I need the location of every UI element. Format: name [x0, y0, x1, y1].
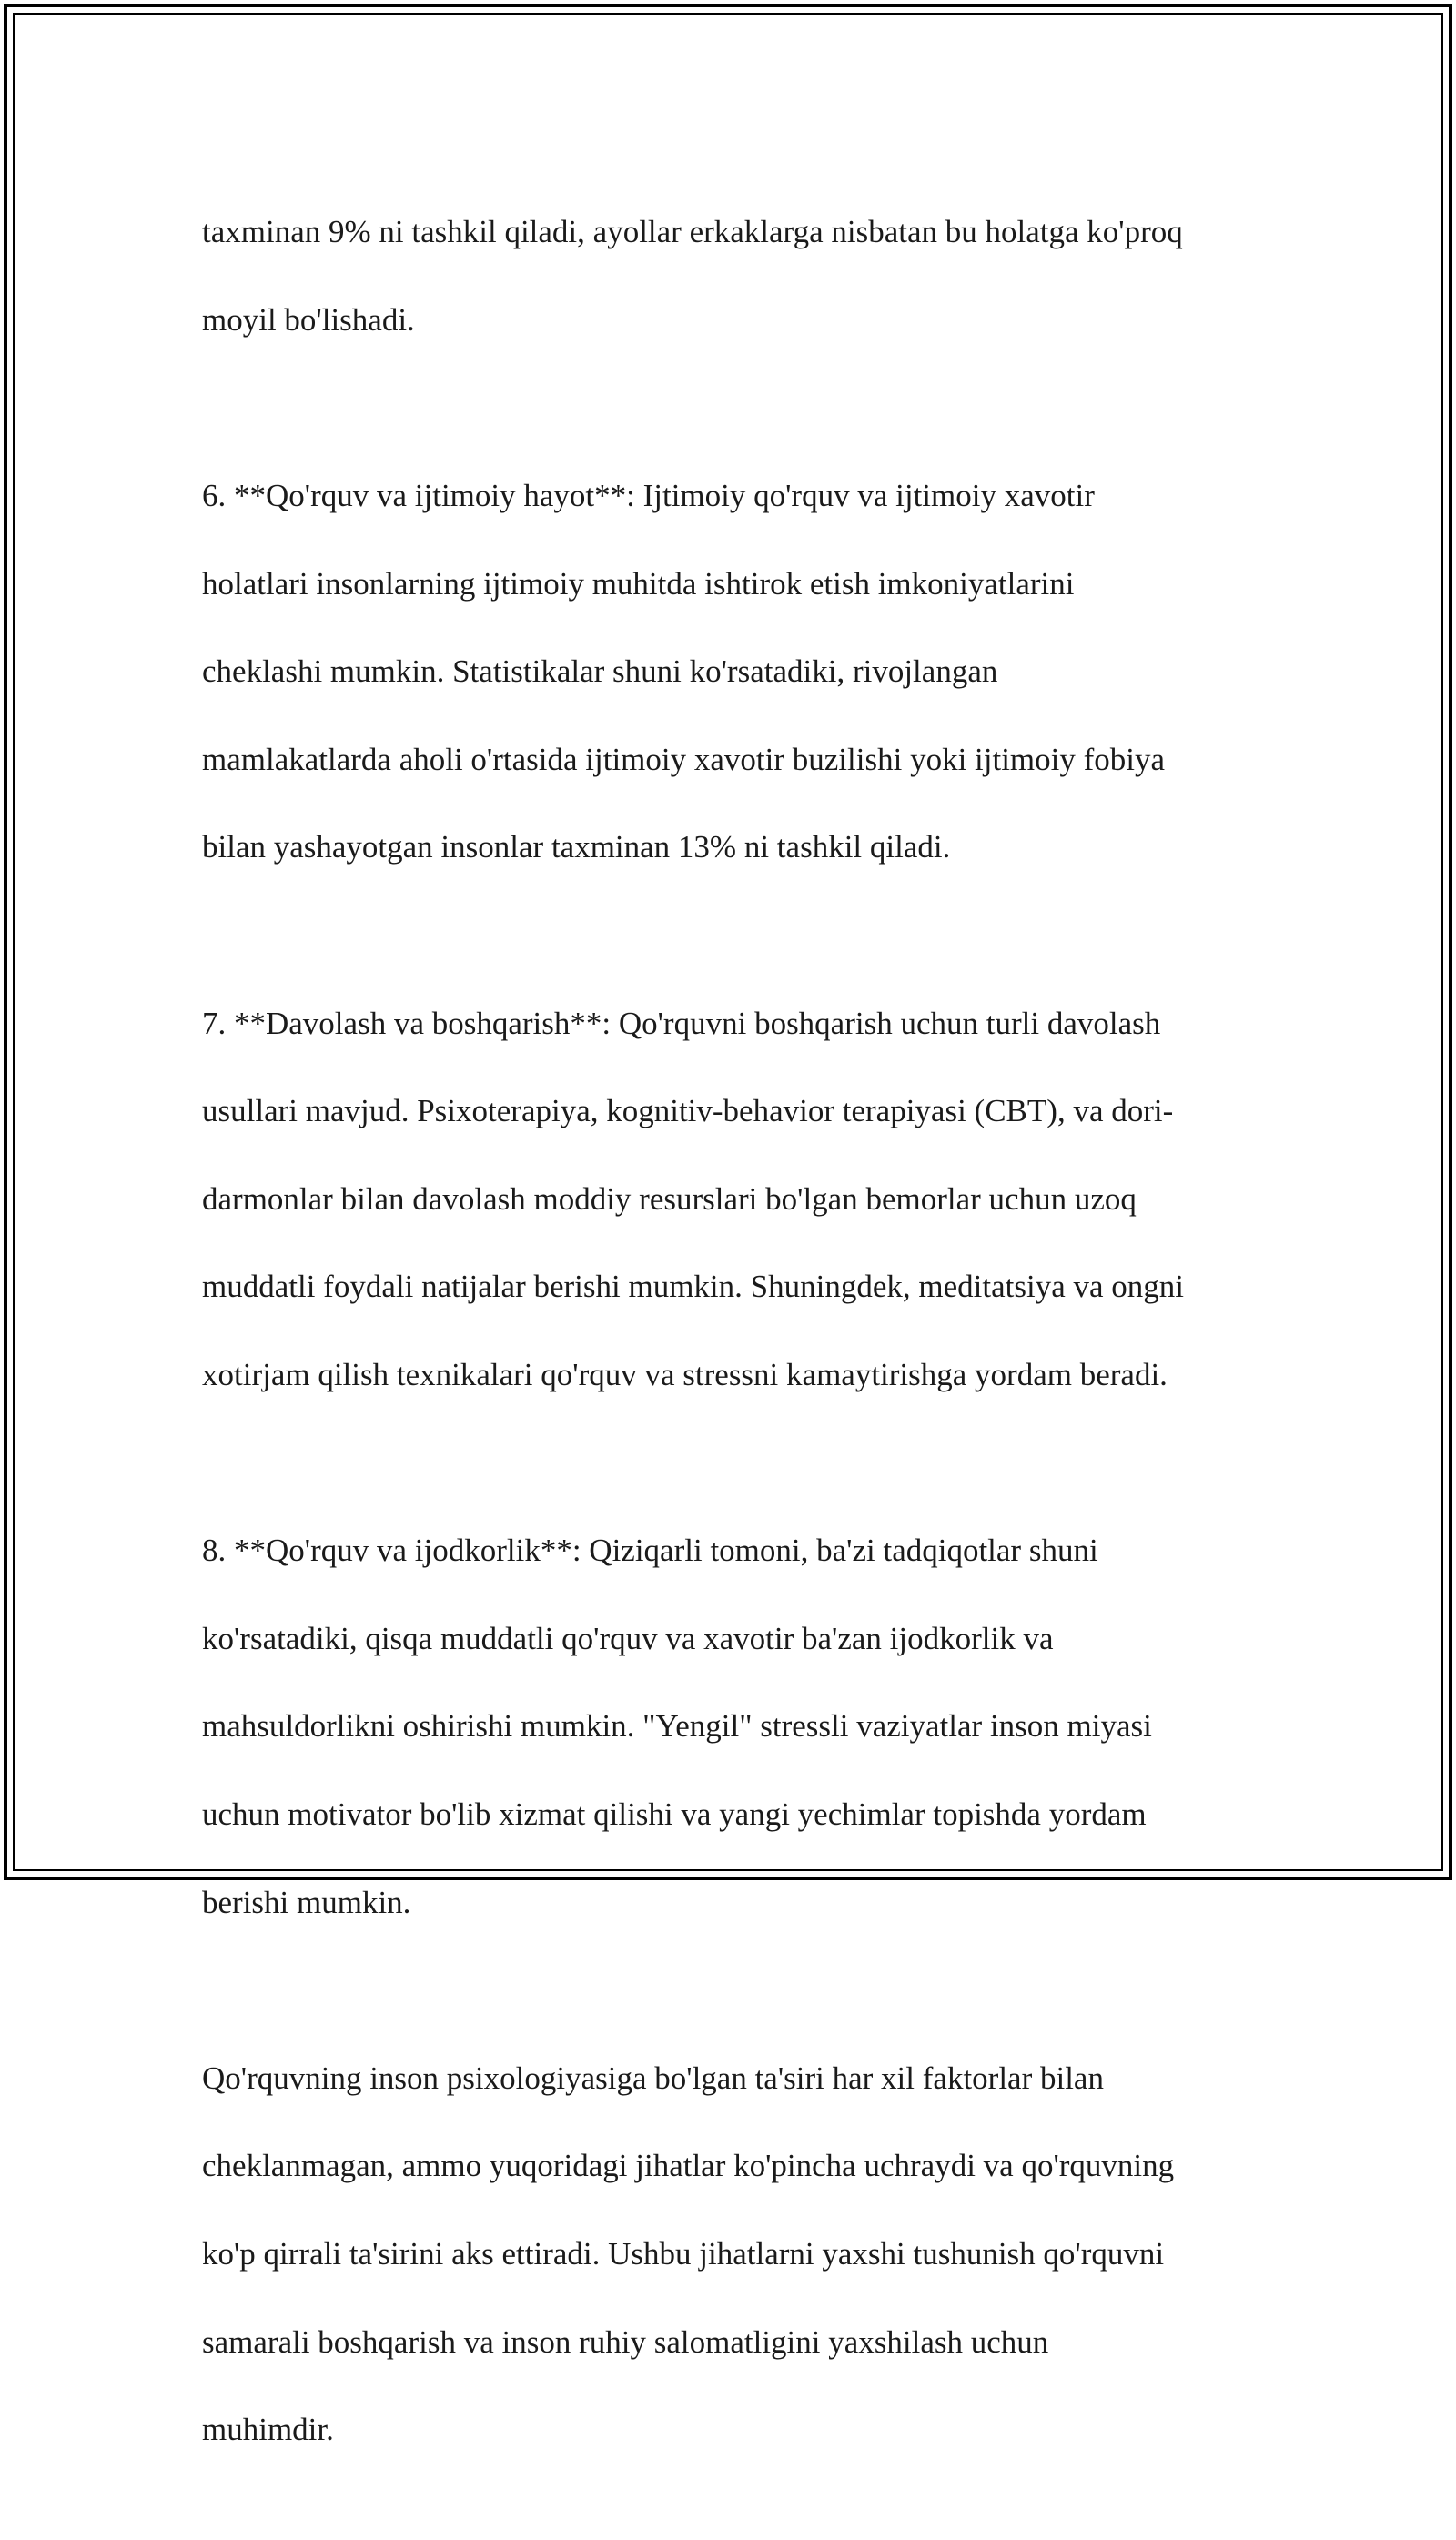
text-line: ko'p qirrali ta'sirini aks ettiradi. Ushbu jihatlarni yaxshi tushunish qo'rquvni	[202, 2235, 1165, 2272]
text-line: muddatli foydali natijalar berishi mumkin. Shuningdek, meditatsiya va ongni	[202, 1269, 1184, 1305]
text-line: darmonlar bilan davolash moddiy resurslari bo'lgan bemorlar uchun uzoq	[202, 1180, 1137, 1217]
text-line: mahsuldorlikni oshirishi mumkin. "Yengil" stressli vaziyatlar inson miyasi	[202, 1708, 1152, 1745]
text-line: 7. **Davolash va boshqarish**: Qo'rquvni boshqarish uchun turli davolash	[202, 1005, 1161, 1041]
paragraph-item-6	[202, 430, 1276, 914]
paragraph-item-8	[202, 1485, 1276, 1968]
text-line: taxminan 9% ni tashkil qiladi, ayollar erkaklarga nisbatan bu holatga ko'proq	[202, 214, 1183, 250]
text-line: muhimdir.	[202, 2412, 334, 2448]
text-line: mamlakatlarda aholi o'rtasida ijtimoiy xavotir buzilishi yoki ijtimoiy fobiya	[202, 741, 1166, 777]
text-line: cheklashi mumkin. Statistikalar shuni ko'rsatadiki, rivojlangan	[202, 653, 998, 690]
text-line: 8. **Qo'rquv va ijodkorlik**: Qiziqarli tomoni, ba'zi tadqiqotlar shuni	[202, 1533, 1098, 1569]
document-body	[202, 167, 1276, 2540]
text-line: uchun motivator bo'lib xizmat qilishi va yangi yechimlar topishda yordam	[202, 1796, 1147, 1832]
paragraph-conclusion	[202, 2012, 1276, 2495]
text-line: usullari mavjud. Psixoterapiya, kognitiv-behavior terapiyasi (CBT), va dori-	[202, 1093, 1174, 1129]
text-line: Qo'rquvning inson psixologiyasiga bo'lgan ta'siri har xil faktorlar bilan	[202, 2059, 1104, 2096]
text-line: moyil bo'lishadi.	[202, 301, 415, 338]
text-line: xotirjam qilish texnikalari qo'rquv va stressni kamaytirishga yordam beradi.	[202, 1357, 1168, 1393]
text-line: berishi mumkin.	[202, 1884, 411, 1920]
text-line: bilan yashayotgan insonlar taxminan 13% ni tashkil qiladi.	[202, 829, 951, 865]
paragraph-item-7	[202, 957, 1276, 1441]
text-line: samarali boshqarish va inson ruhiy salomatligini yaxshilash uchun	[202, 2323, 1049, 2360]
text-line: cheklanmagan, ammo yuqoridagi jihatlar ko'pincha uchraydi va qo'rquvning	[202, 2148, 1175, 2184]
text-line: ko'rsatadiki, qisqa muddatli qo'rquv va xavotir ba'zan ijodkorlik va	[202, 1620, 1054, 1656]
text-line: holatlari insonlarning ijtimoiy muhitda ishtirok etish imkoniyatlarini	[202, 565, 1075, 602]
paragraph-intro-continuation	[202, 167, 1276, 386]
text-line: 6. **Qo'rquv va ijtimoiy hayot**: Ijtimoiy qo'rquv va ijtimoiy xavotir	[202, 478, 1095, 514]
